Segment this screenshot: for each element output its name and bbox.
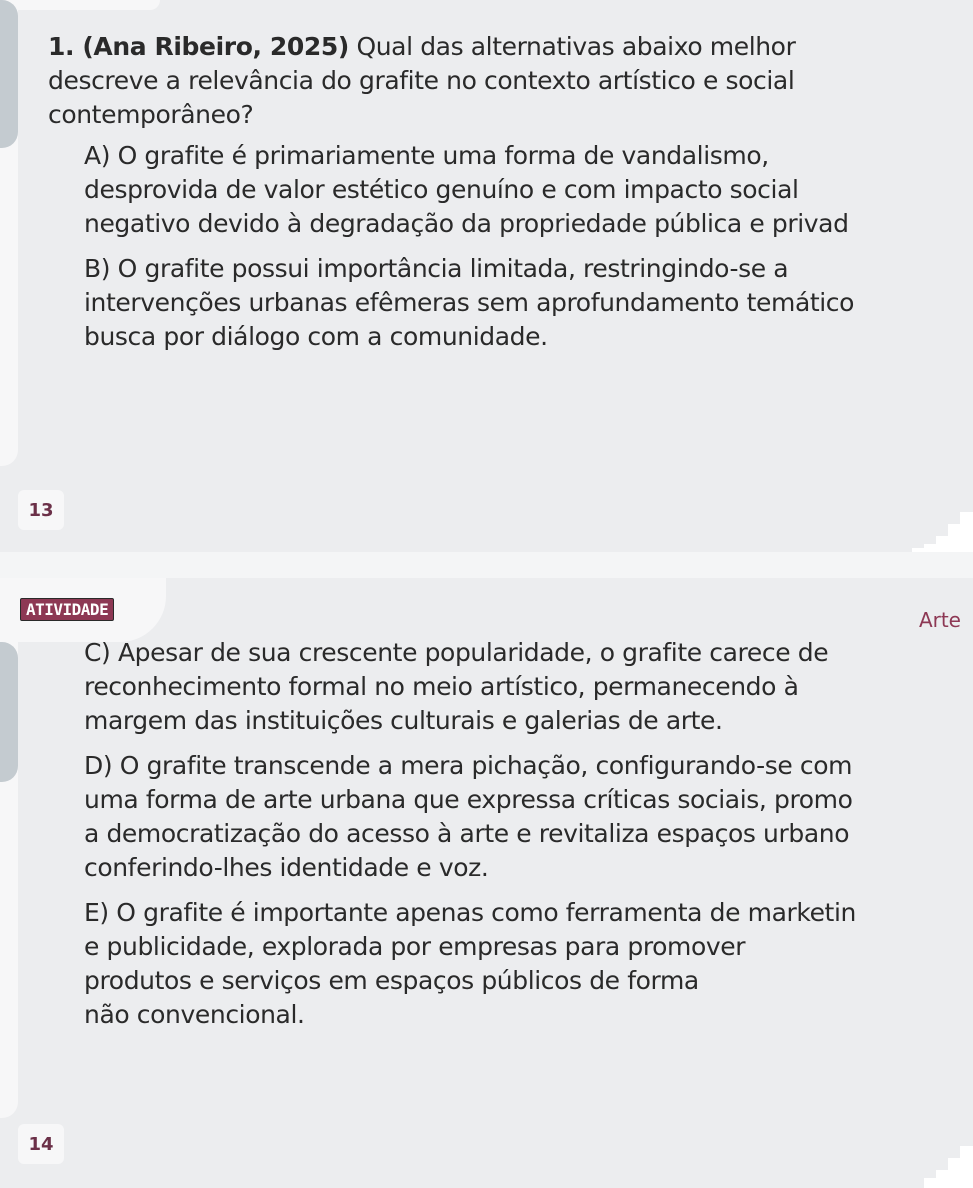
option-c-line-3: margem das instituições culturais e galerias de arte. [84, 706, 723, 735]
option-e-line-4: não convencional. [84, 1000, 305, 1029]
slide-13 [0, 0, 973, 552]
badge-tab [0, 578, 166, 642]
option-d-line-4: conferindo-lhes identidade e voz. [84, 853, 489, 882]
slide-separator [0, 552, 973, 578]
side-tab-decoration [0, 0, 18, 148]
option-e-line-1: E) O grafite é importante apenas como ferramenta de marketin [84, 898, 856, 927]
option-a-line-2: desprovida de valor estético genuíno e com impacto social [84, 175, 799, 204]
option-d-line-3: a democratização do acesso à arte e revitaliza espaços urbano [84, 819, 850, 848]
side-tab-decoration [0, 642, 18, 782]
question-line-3: contemporâneo? [48, 100, 254, 129]
option-d-line-2: uma forma de arte urbana que expressa críticas sociais, promo [84, 785, 853, 814]
slide-14 [0, 578, 973, 1188]
question-line-1 [48, 30, 795, 64]
activity-badge: ATIVIDADE [20, 598, 114, 621]
option-a-line-1: A) O grafite é primariamente uma forma de vandalismo, [84, 141, 769, 170]
question-text: Qual das alternativas abaixo melhor [348, 32, 796, 61]
option-b-line-1: B) O grafite possui importância limitada, restringindo-se a [84, 254, 789, 283]
top-tab-decoration [0, 0, 160, 10]
page-number: 14 [18, 1124, 64, 1164]
option-e-line-3: produtos e serviços em espaços públicos de forma [84, 966, 699, 995]
question-line-2: descreve a relevância do grafite no contexto artístico e social [48, 66, 795, 95]
question-number: 1. (Ana Ribeiro, 2025) [48, 32, 349, 61]
page-number: 13 [18, 490, 64, 530]
option-c-line-2: reconhecimento formal no meio artístico, permanecendo à [84, 672, 799, 701]
option-b-line-3: busca por diálogo com a comunidade. [84, 322, 548, 351]
option-e-line-2: e publicidade, explorada por empresas para promover [84, 932, 746, 961]
option-c-line-1: C) Apesar de sua crescente popularidade, o grafite carece de [84, 638, 829, 667]
option-b-line-2: intervenções urbanas efêmeras sem aprofundamento temático [84, 288, 855, 317]
subject-label: Arte [918, 608, 961, 632]
option-d-line-1: D) O grafite transcende a mera pichação, configurando-se com [84, 751, 853, 780]
option-a-line-3: negativo devido à degradação da propriedade pública e privad [84, 209, 849, 238]
